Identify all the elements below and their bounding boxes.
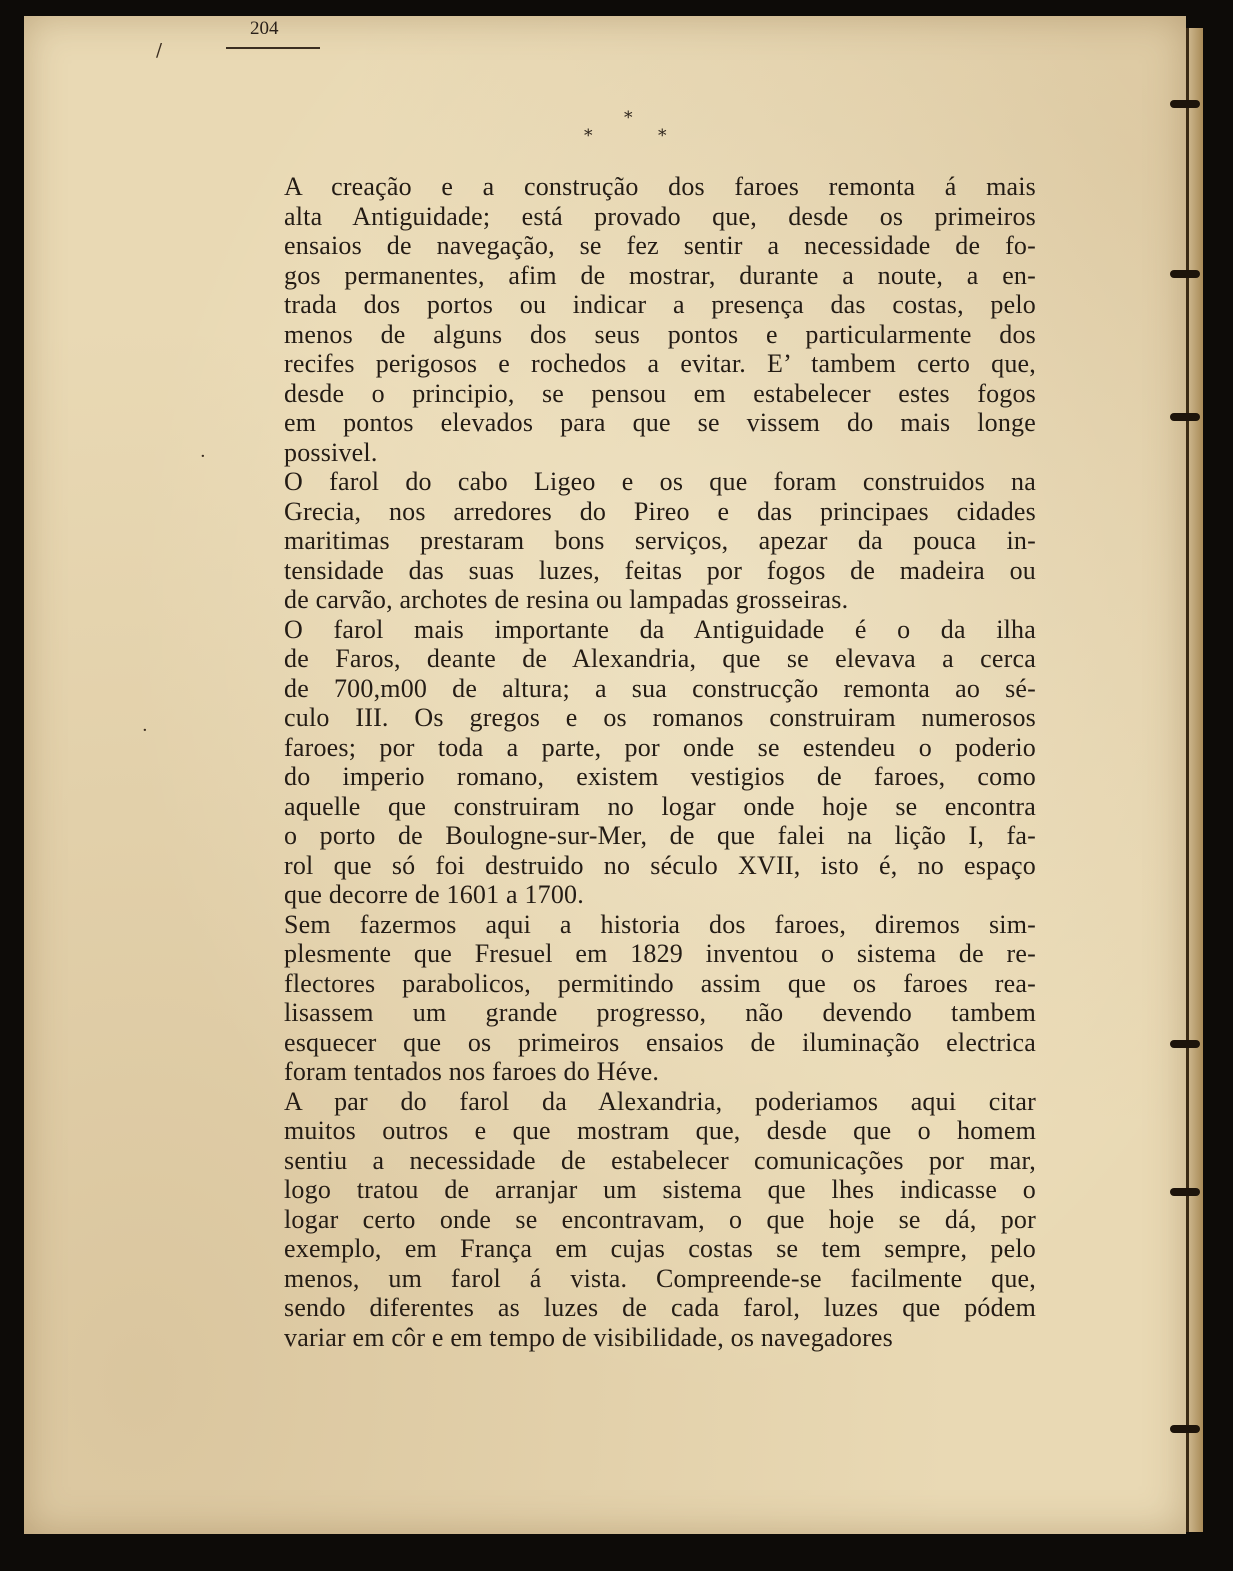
text-line: tensidade das suas luzes, feitas por fogos de madeira ou xyxy=(284,555,1036,585)
text-line: logo tratou de arranjar um sistema que lhes indicasse o xyxy=(284,1175,1036,1204)
paragraph xyxy=(226,1087,1036,1353)
binding-stitch xyxy=(1170,1188,1200,1196)
section-separator xyxy=(540,108,680,152)
text-line: plesmente que Fresuel em 1829 inventou o sistema de re- xyxy=(284,939,1036,968)
text-line: recifes perigosos e rochedos a evitar. E’ tambem certo que, xyxy=(284,349,1036,378)
text-line: de carvão, archotes de resina ou lampadas grosseiras. xyxy=(284,585,849,614)
text-line: maritimas prestaram bons serviços, apezar da pouca in- xyxy=(284,526,1036,555)
text-line: muitos outros e que mostram que, desde que o homem xyxy=(284,1116,1036,1145)
text-line: em pontos elevados para que se vissem do mais longe xyxy=(284,408,1036,437)
text-line: desde o principio, se pensou em estabelecer estes fogos xyxy=(284,378,1036,408)
text-line: trada dos portos ou indicar a presença das costas, pelo xyxy=(284,290,1036,319)
binding-spine xyxy=(1186,28,1203,1532)
text-line: que decorre de 1601 a 1700. xyxy=(284,880,584,909)
text-line: logar certo onde se encontravam, o que hoje se dá, por xyxy=(284,1204,1036,1234)
text-line: possivel. xyxy=(284,437,378,467)
text-line: do imperio romano, existem vestigios de faroes, como xyxy=(284,762,1036,791)
text-line: aquelle que construiram no logar onde hoje se encontra xyxy=(284,791,1036,821)
text-line: esquecer que os primeiros ensaios de iluminação electrica xyxy=(284,1027,1036,1057)
text-line: ensaios de navegação, se fez sentir a necessidade de fo- xyxy=(284,231,1036,260)
text-line: lisassem um grande progresso, não devendo tambem xyxy=(284,998,1036,1027)
text-line: sentiu a necessidade de estabelecer comunicações por mar, xyxy=(284,1145,1036,1175)
header-rule xyxy=(226,47,320,49)
paragraph xyxy=(226,615,1036,910)
paragraph xyxy=(226,467,1036,615)
text-line: gos permanentes, afim de mostrar, durante a noute, a en- xyxy=(284,260,1036,290)
text-line: faroes; por toda a parte, por onde se estendeu o poderio xyxy=(284,732,1036,762)
text-line: o porto de Boulogne-sur-Mer, de que falei na lição I, fa- xyxy=(284,821,1036,850)
text-line: Sem fazermos aqui a historia dos faroes, diremos sim- xyxy=(284,909,1036,939)
text-line: rol que só foi destruido no século XVII, isto é, no espaço xyxy=(284,850,1036,880)
text-line: flectores parabolicos, permitindo assim que os faroes rea- xyxy=(284,968,1036,998)
text-line: O farol do cabo Ligeo e os que foram construidos na xyxy=(284,467,1036,496)
text-line: de Faros, deante de Alexandria, que se elevava a cerca xyxy=(284,644,1036,673)
text-line: exemplo, em França em cujas costas se tem sempre, pelo xyxy=(284,1234,1036,1263)
asterisk-icon: * xyxy=(658,126,667,146)
ink-mark: · xyxy=(142,720,148,741)
text-line: A creação e a construção dos faroes remonta á mais xyxy=(284,172,1036,201)
text-line: menos de alguns dos seus pontos e particularmente dos xyxy=(284,319,1036,349)
text-line: alta Antiguidade; está provado que, desde os primeiros xyxy=(284,201,1036,231)
text-line: menos, um farol á vista. Compreende-se facilmente que, xyxy=(284,1263,1036,1293)
paragraph xyxy=(226,910,1036,1087)
binding-stitch xyxy=(1170,1425,1200,1433)
binding-stitch xyxy=(1170,270,1200,278)
ink-mark: / xyxy=(156,40,163,61)
text-line: O farol mais importante da Antiguidade é o da ilha xyxy=(284,614,1036,644)
text-line: foram tentados nos faroes do Héve. xyxy=(284,1057,660,1086)
body-text xyxy=(226,172,1036,1352)
asterisk-icon: * xyxy=(584,126,593,146)
text-line: A par do farol da Alexandria, poderiamos aqui citar xyxy=(284,1086,1036,1116)
binding-stitch xyxy=(1170,100,1200,108)
text-line: Grecia, nos arredores do Pireo e das principaes cidades xyxy=(284,496,1036,526)
paragraph xyxy=(226,172,1036,467)
binding-stitch xyxy=(1170,1040,1200,1048)
text-line: sendo diferentes as luzes de cada farol, luzes que pódem xyxy=(284,1293,1036,1322)
binding-stitch xyxy=(1170,413,1200,421)
text-line: variar em côr e em tempo de visibilidade, os navegadores xyxy=(284,1322,893,1352)
ink-mark: · xyxy=(200,446,206,467)
asterisk-icon: * xyxy=(624,108,633,128)
text-line: culo III. Os gregos e os romanos construiram numerosos xyxy=(284,703,1036,732)
page-number: 204 xyxy=(250,18,279,39)
text-line: de 700,m00 de altura; a sua construcção remonta ao sé- xyxy=(284,673,1036,703)
